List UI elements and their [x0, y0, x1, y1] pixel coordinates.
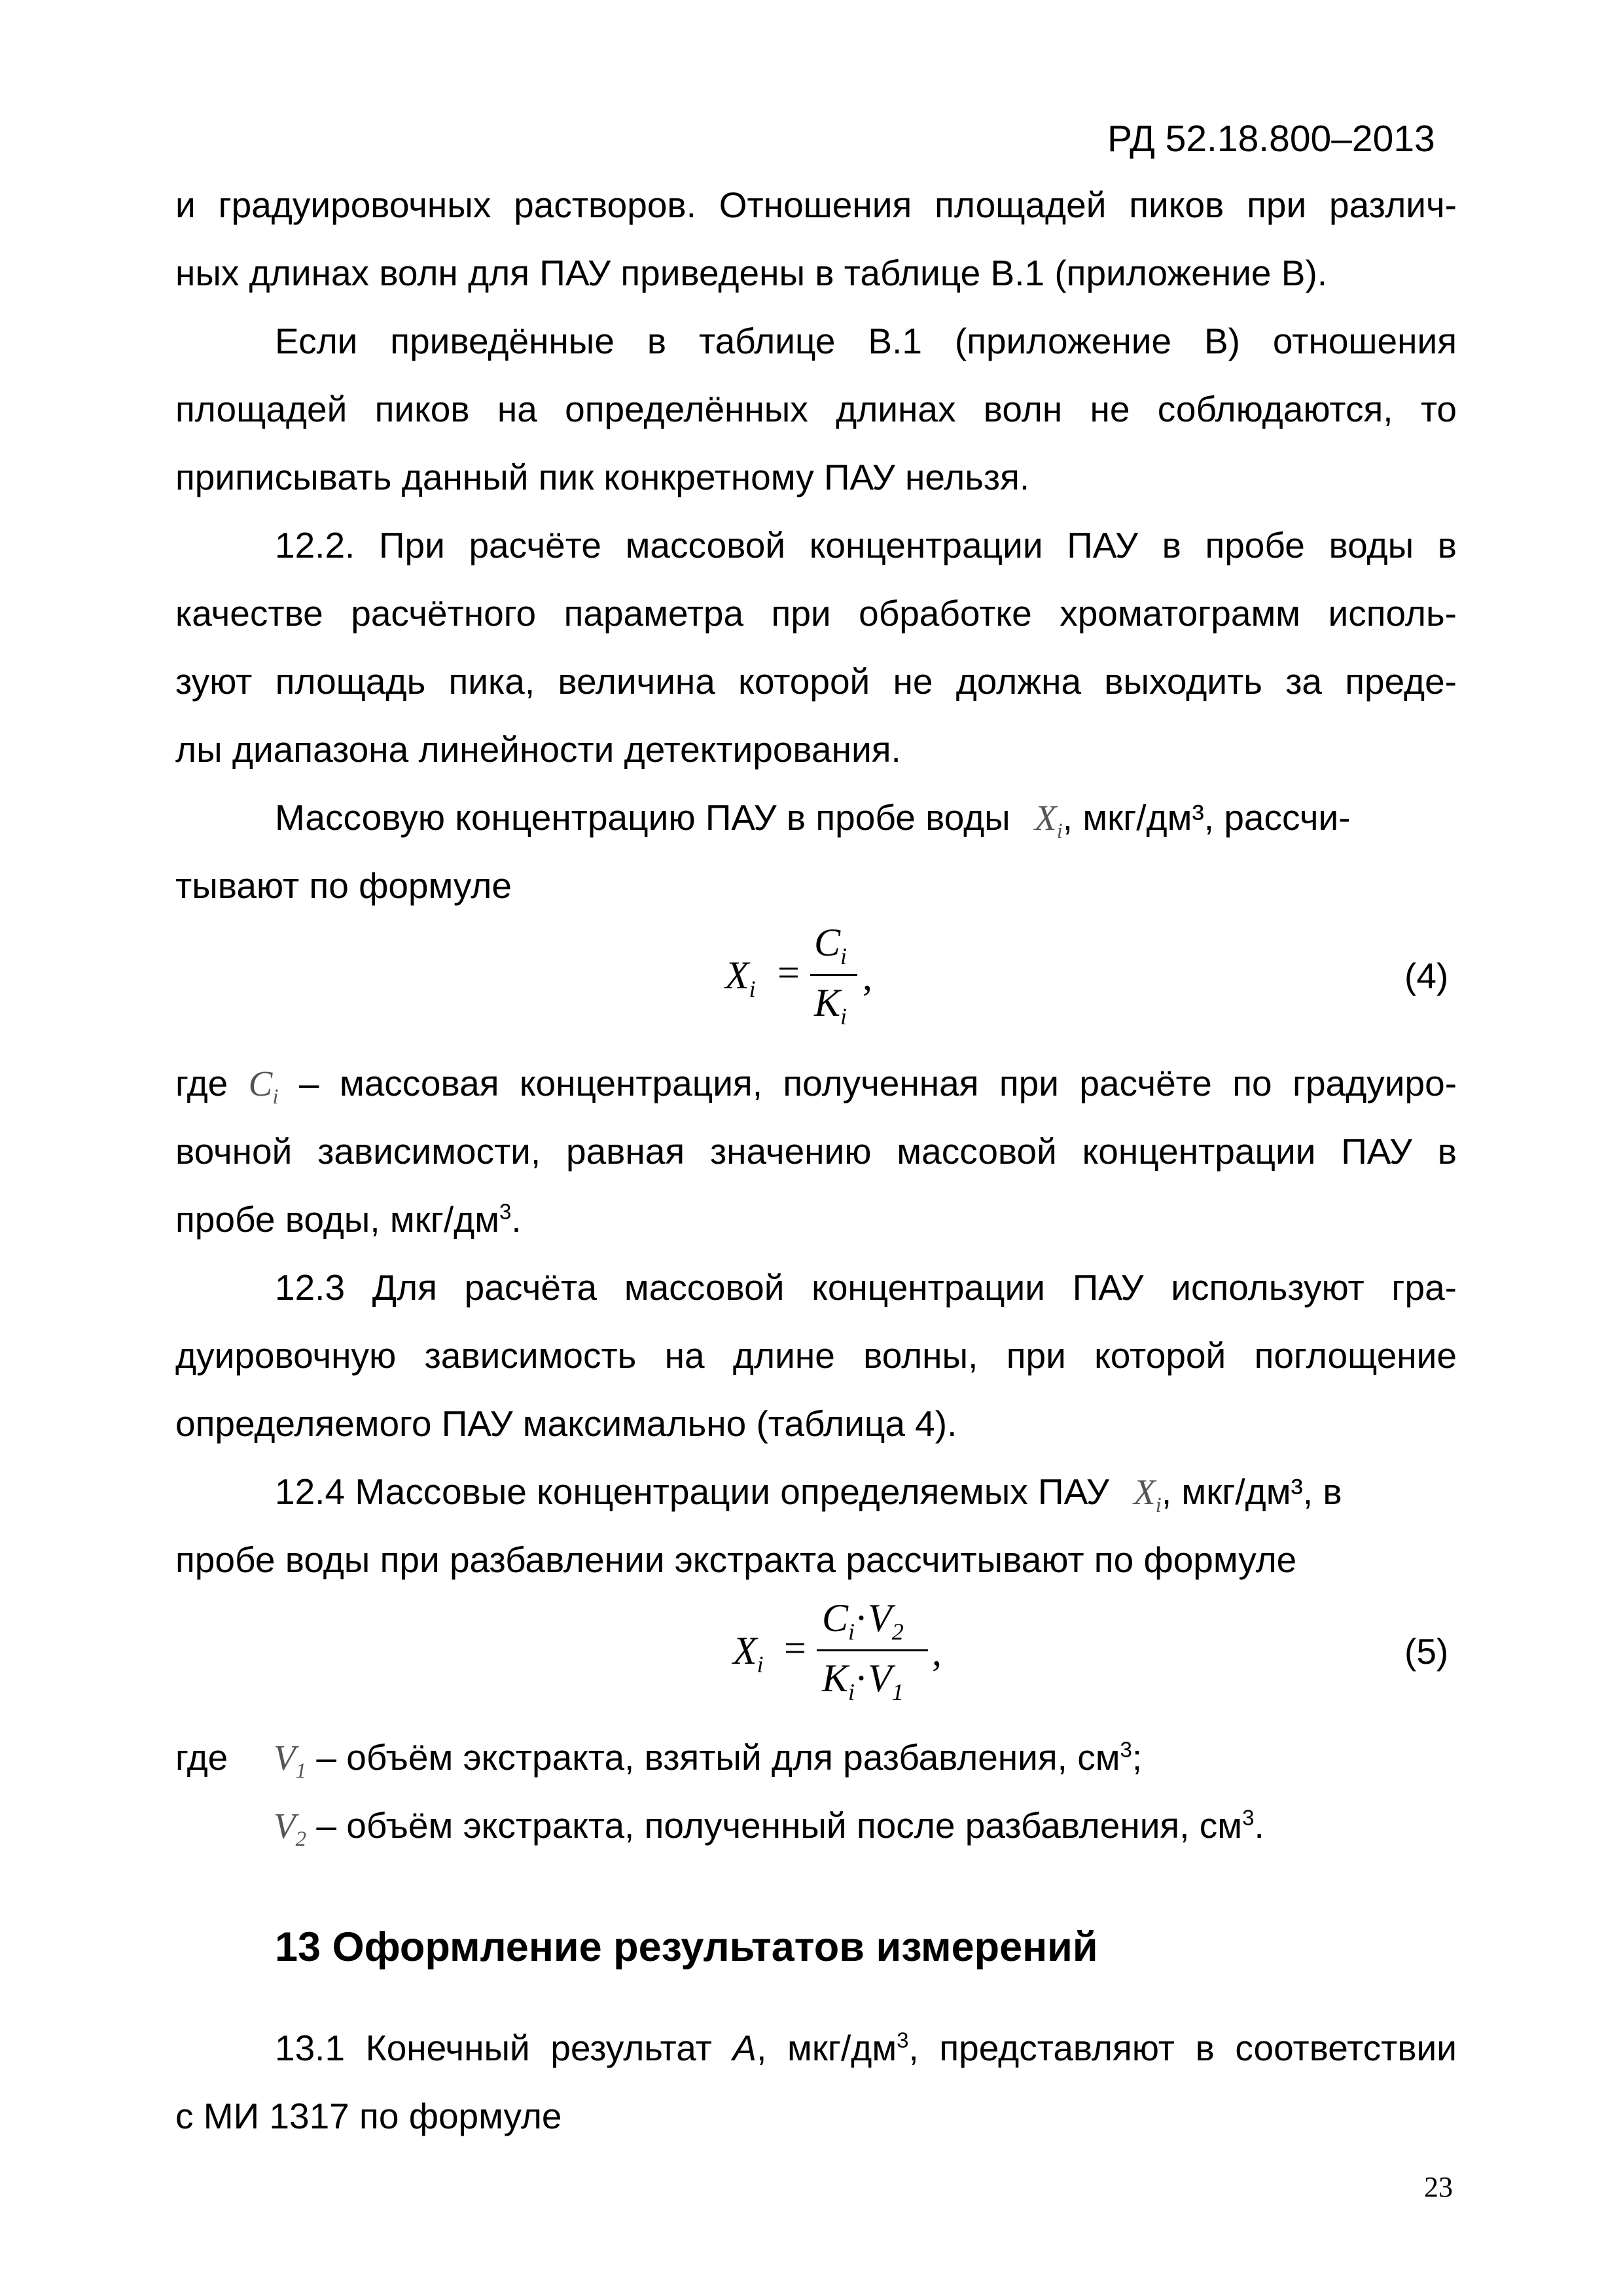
formula-comma: ,: [932, 1630, 942, 1674]
variable-v2: $V_2$: [274, 1806, 307, 1851]
formula-lhs: $X_i$: [725, 954, 756, 1002]
paragraph-line: приписывать данный пик конкретному ПАУ нельзя.: [175, 457, 1030, 497]
superscript: 3: [1242, 1805, 1255, 1830]
document-code: РД 52.18.800–2013: [1107, 118, 1435, 160]
paragraph-line: качестве расчётного параметра при обработке хроматограмм исполь-: [175, 593, 1457, 634]
text-run: 12.4 Массовые концентрации определяемых ПАУ: [275, 1471, 1109, 1512]
paragraph-line: тывают по формуле: [175, 865, 512, 906]
paragraph-line: площадей пиков на определённых длинах волн не соблюдаются, то: [175, 389, 1457, 429]
formula-comma: ,: [863, 955, 872, 998]
paragraph-line: вочной зависимости, равная значению массовой концентрации ПАУ в: [175, 1131, 1457, 1172]
formula-denominator: $K_i\cdot V_1$: [822, 1657, 904, 1705]
variable-c: $C_i$: [248, 1064, 279, 1109]
paragraph-line: [275, 797, 1351, 843]
text-run: – объём экстракта, взятый для разбавления, см: [316, 1737, 1120, 1778]
text-run: – массовая концентрация, полученная при расчёте по градуиро-: [298, 1063, 1457, 1103]
variable-x: $X_i$: [1035, 798, 1063, 843]
superscript: 3: [1120, 1737, 1132, 1762]
paragraph-line: [274, 1805, 1264, 1851]
paragraph-line: зуют площадь пика, величина которой не должна выходить за преде-: [175, 661, 1457, 702]
text-run: , мкг/дм³, в: [1161, 1471, 1342, 1512]
superscript: 3: [499, 1199, 512, 1224]
paragraph-line: [175, 1063, 1457, 1109]
paragraph-line: [274, 1737, 1143, 1783]
page-number: 23: [1424, 2171, 1453, 2203]
paragraph-line: [275, 1471, 1342, 1517]
paragraph-line: дуировочную зависимость на длине волны, при которой поглощение: [175, 1335, 1457, 1376]
text-run: .: [511, 1199, 522, 1240]
formula-equals: =: [784, 1626, 806, 1670]
formula-number: (5): [1404, 1631, 1449, 1672]
text-run: 13.1 Конечный результат А, мкг/$дм^3$, представляют в соответствии: [275, 2028, 1457, 2068]
text-run: – объём экстракта, полученный после разбавления, см: [316, 1805, 1243, 1846]
paragraph-line: [275, 2030, 1457, 2066]
paragraph-line: пробе воды при разбавлении экстракта рассчитывают по формуле: [175, 1539, 1297, 1580]
formula-denominator: $K_i$: [814, 981, 847, 1030]
text-run: .: [1254, 1805, 1264, 1846]
fraction-bar: [810, 974, 857, 976]
text-run: Массовую концентрацию ПАУ в пробе воды: [275, 797, 1010, 838]
fraction-bar: [817, 1649, 928, 1651]
text-run: , мкг/дм³, рассчи-: [1062, 797, 1351, 838]
paragraph-line: 12.2. При расчёте массовой концентрации ПАУ в пробе воды в: [275, 525, 1457, 565]
paragraph-line: Если приведённые в таблице В.1 (приложение В) отношения: [275, 321, 1457, 361]
where-label: где: [175, 1737, 228, 1778]
formula-numerator: $C_i\cdot V_2$: [822, 1596, 904, 1645]
text-run: где: [175, 1063, 228, 1103]
formula-lhs: $X_i$: [733, 1629, 764, 1677]
paragraph-line: и градуировочных растворов. Отношения площадей пиков при различ-: [175, 185, 1457, 225]
paragraph-line: ных длинах волн для ПАУ приведены в таблице В.1 (приложение В).: [175, 253, 1328, 293]
paragraph-line: [175, 1199, 522, 1240]
paragraph-line: с МИ 1317 по формуле: [175, 2096, 562, 2136]
variable-x: $X_i$: [1133, 1472, 1162, 1517]
paragraph-line: 12.3 Для расчёта массовой концентрации ПАУ используют гра-: [275, 1267, 1457, 1308]
variable-v1: $V_1$: [274, 1738, 307, 1783]
formula-number: (4): [1404, 956, 1449, 996]
formula-equals: =: [777, 951, 800, 994]
section-heading: 13 Оформление результатов измерений: [275, 1924, 1098, 1970]
text-run: пробе воды, мкг/дм: [175, 1199, 499, 1240]
paragraph-line: лы диапазона линейности детектирования.: [175, 729, 901, 770]
text-run: ;: [1132, 1737, 1143, 1778]
formula-numerator: $C_i$: [814, 921, 847, 969]
paragraph-line: определяемого ПАУ максимально (таблица 4).: [175, 1403, 957, 1444]
